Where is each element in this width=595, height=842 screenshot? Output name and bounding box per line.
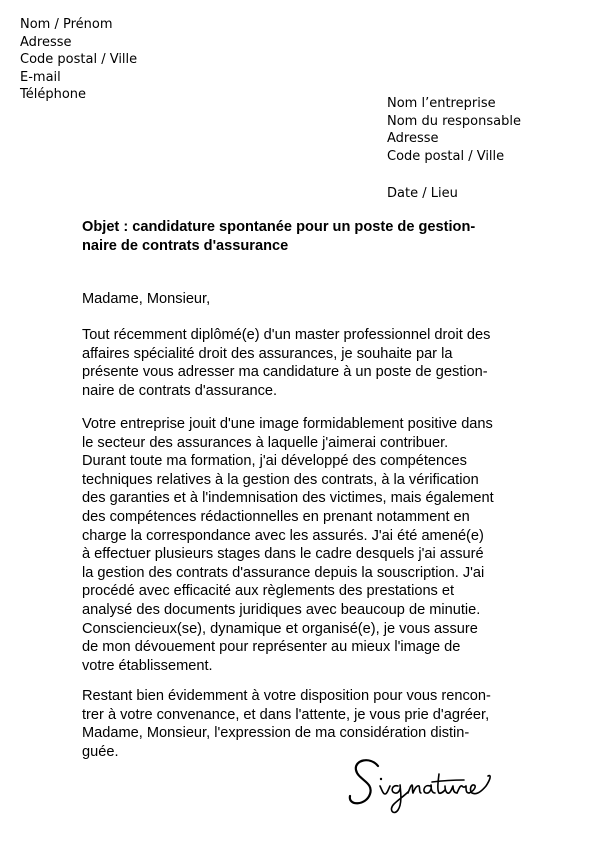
paragraph-closing <box>82 687 491 761</box>
paragraph-line: Madame, Monsieur, l'expression de ma considération distin- <box>82 725 470 742</box>
paragraph-line: Tout récemment diplômé(e) d'un master professionnel droit des <box>82 327 491 343</box>
paragraph-line: naire de contrats d'assurance. <box>82 382 278 399</box>
paragraph-line: guée. <box>82 743 119 760</box>
recipient-address: Adresse <box>387 131 439 146</box>
subject-line: naire de contrats d'assurance <box>82 238 289 254</box>
paragraph-line: présente vous adresser ma candidature à un poste de gestion- <box>82 364 488 381</box>
date-place: Date / Lieu <box>387 186 458 201</box>
sender-postal-city: Code postal / Ville <box>20 52 138 67</box>
paragraph-line: affaires spécialité droit des assurances, je souhaite par la <box>82 345 453 362</box>
letter-subject <box>82 218 475 256</box>
paragraph-introduction <box>82 326 490 400</box>
paragraph-line: des garanties et à l'indemnisation des victimes, mais également <box>82 490 494 507</box>
paragraph-line: charge la correspondance avec les assurés. J'ai été amené(e) <box>82 527 484 544</box>
paragraph-line: trer à votre convenance, et dans l'attente, je vous prie d'agréer, <box>82 706 490 723</box>
salutation: Madame, Monsieur, <box>82 291 211 307</box>
paragraph-line: votre établissement. <box>82 657 213 674</box>
recipient-block <box>387 95 521 165</box>
handwritten-signature <box>340 752 500 822</box>
sender-name: Nom / Prénom <box>20 17 113 32</box>
sender-email: E-mail <box>20 69 61 85</box>
paragraph-line: Consciencieux(se), dynamique et organisé(e), je vous assure <box>82 620 478 637</box>
recipient-postal-city: Code postal / Ville <box>387 148 505 164</box>
subject-line: Objet : candidature spontanée pour un poste de gestion- <box>82 219 476 235</box>
paragraph-motivation <box>82 415 494 675</box>
paragraph-line: Votre entreprise jouit d'une image formidablement positive dans <box>82 416 493 432</box>
paragraph-line: de mon dévouement pour représenter au mieux l'image de <box>82 639 461 656</box>
recipient-manager: Nom du responsable <box>387 113 521 129</box>
paragraph-line: à effectuer plusieurs stages dans le cadre desquels j'ai assuré <box>82 546 484 563</box>
paragraph-line: procédé avec efficacité aux règlements des prestations et <box>82 583 455 600</box>
paragraph-line: Durant toute ma formation, j'ai développé des compétences <box>82 453 467 470</box>
paragraph-line: analysé des documents juridiques avec beaucoup de minutie. <box>82 601 481 618</box>
paragraph-line: Restant bien évidemment à votre disposition pour vous rencon- <box>82 688 491 704</box>
sender-block <box>20 16 137 104</box>
sender-phone: Téléphone <box>20 87 87 102</box>
paragraph-line: le secteur des assurances à laquelle j'aimerai contribuer. <box>82 434 449 451</box>
paragraph-line: techniques relatives à la gestion des contrats, à la vérification <box>82 471 479 488</box>
paragraph-line: la gestion des contrats d'assurance depuis la souscription. J'ai <box>82 564 485 581</box>
sender-address: Adresse <box>20 34 72 50</box>
recipient-company: Nom l’entreprise <box>387 96 496 111</box>
paragraph-line: des compétences rédactionnelles en prenant notamment en <box>82 508 470 525</box>
